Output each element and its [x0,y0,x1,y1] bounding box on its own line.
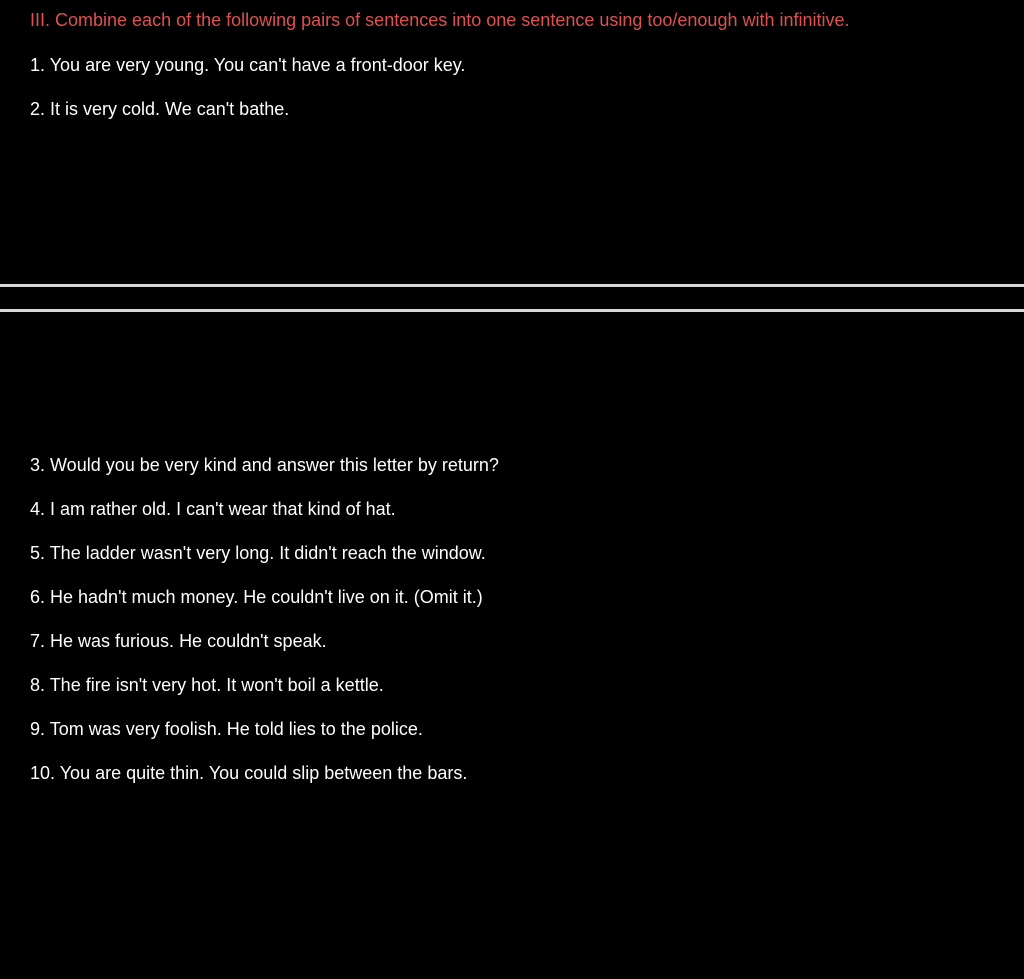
exercise-item-7: 7. He was furious. He couldn't speak. [30,631,327,651]
exercise-item-5: 5. The ladder wasn't very long. It didn't reach the window. [30,543,486,563]
page-divider-top [0,284,1024,287]
exercise-item-9: 9. Tom was very foolish. He told lies to the police. [30,719,423,739]
exercise-item-2: 2. It is very cold. We can't bathe. [30,99,290,119]
exercise-item-1: 1. You are very young. You can't have a front-door key. [30,55,466,75]
exercise-item-3: 3. Would you be very kind and answer this letter by return? [30,455,499,475]
exercise-item-8: 8. The fire isn't very hot. It won't boil a kettle. [30,675,384,695]
exercise-item-10: 10. You are quite thin. You could slip between the bars. [30,763,468,783]
page-divider-bottom [0,309,1024,312]
exercise-item-6: 6. He hadn't much money. He couldn't live on it. (Omit it.) [30,587,483,607]
exercise-heading: III. Combine each of the following pairs of sentences into one sentence using too/enough with infinitive. [30,10,850,30]
exercise-item-4: 4. I am rather old. I can't wear that kind of hat. [30,499,396,519]
